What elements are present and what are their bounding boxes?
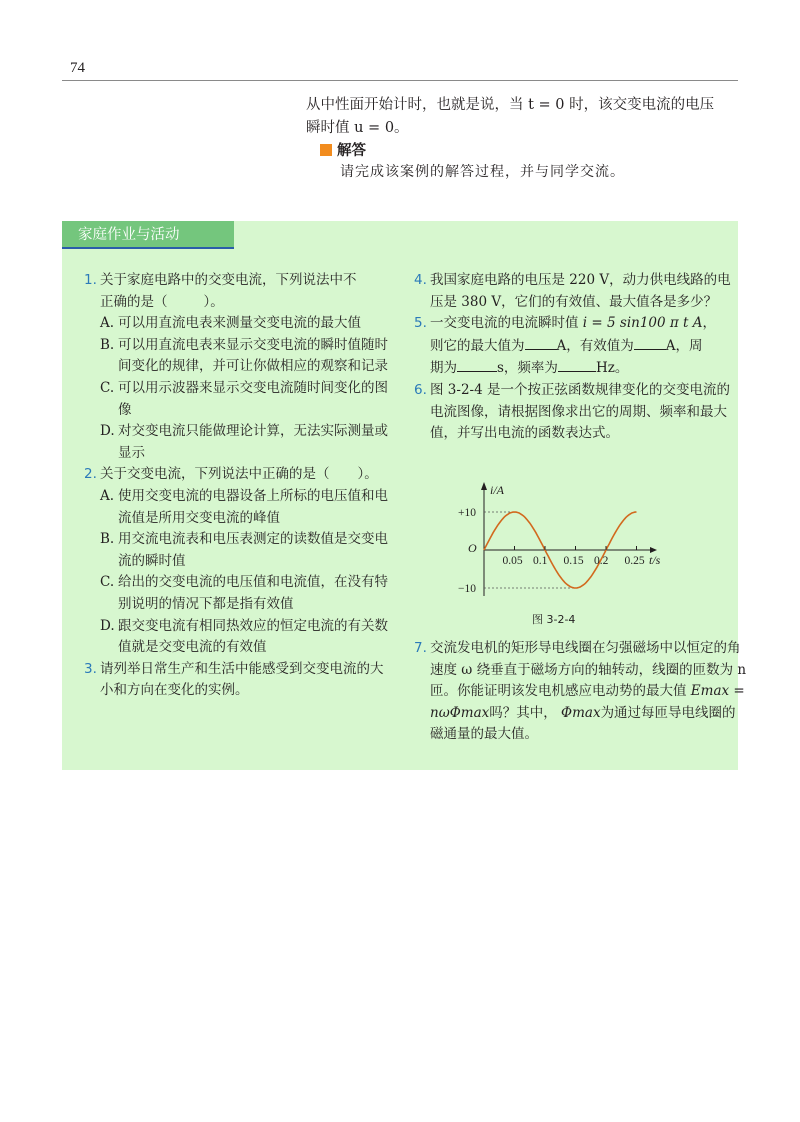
option-label: A. [100, 487, 115, 504]
y-axis-label: i/A [490, 483, 504, 497]
intro-line-2: 瞬时值 u = 0。 [306, 120, 409, 136]
homework-left-column [84, 270, 394, 702]
question-stem: 关于家庭电路中的交变电流，下列说法中不 [100, 272, 357, 288]
question-stem: 我国家庭电路的电压是 220 V，动力供电线路的电压是 380 V，它们的有效值、最大值各是多少？ [430, 272, 731, 310]
homework-right-column [414, 270, 732, 445]
option-text: 跟交变电流有相同热效应的恒定电流的有关数值就是交变电流的有效值 [118, 617, 388, 656]
question-stem: 期为 [430, 360, 457, 377]
question-5 [414, 313, 732, 380]
question-number: 5. [414, 315, 427, 332]
option [100, 421, 394, 464]
question-stem: ）。 [203, 293, 224, 310]
homework-title: 家庭作业与活动 [62, 221, 234, 249]
option-label: A. [100, 315, 115, 332]
origin-label: O [468, 541, 477, 555]
question-number: 4. [414, 272, 427, 288]
option-text: 使用交变电流的电器设备上所标的电压值和电流值是所用交变电流的峰值 [118, 487, 388, 526]
answer-blank[interactable] [634, 335, 666, 350]
question-6 [414, 380, 732, 445]
option-text: 可以用直流电表来显示交变电流的瞬时值随时间变化的规律，并可让你做相应的观察和记录 [118, 336, 388, 375]
x-tick-label: 0.25 [624, 555, 645, 567]
page-number: 74 [70, 60, 85, 76]
option [100, 572, 394, 615]
flux-symbol: Φmax [561, 704, 601, 721]
question-stem: 交流发电机的矩形导电线圈在匀强磁场中以恒定的角速度 ω 绕垂直于磁场方向的轴转动，线圈的匝数为 n 匝。你能证明该发电机感应电动势的最大值 [430, 640, 747, 700]
answer-blank[interactable] [457, 357, 497, 372]
option-label: B. [100, 531, 115, 548]
option [100, 335, 394, 378]
question-stem: A，周 [665, 337, 703, 354]
question-stem: Hz。 [595, 360, 629, 377]
answer-heading [320, 139, 366, 160]
question-stem: A，有效值为 [556, 337, 634, 354]
answer-blank[interactable] [558, 357, 596, 372]
option [100, 529, 394, 572]
answer-text: 请完成该案例的解答过程，并与同学交流。 [340, 164, 625, 180]
question-4 [414, 270, 732, 313]
option-text: 对交变电流只能做理论计算，无法实际测量或显示 [118, 423, 388, 461]
question-stem: 请列举日常生产和生活中能感受到交变电流的大小和方向在变化的实例。 [100, 660, 384, 699]
answer-heading-label: 解答 [337, 143, 366, 159]
question-stem: ， [702, 315, 717, 332]
figure-caption: 图 3-2-4 [532, 613, 576, 626]
y-axis-arrow [481, 482, 487, 490]
question-stem: 则它的最大值为 [430, 337, 525, 354]
question-stem: 一交变电流的电流瞬时值 [430, 315, 579, 332]
option [100, 616, 394, 659]
option [100, 378, 394, 421]
option-label: D. [100, 617, 115, 634]
x-axis-label: t/s [649, 553, 661, 567]
question-stem: 吗？其中， [489, 704, 557, 721]
x-tick-label: 0.05 [502, 555, 523, 567]
option-text: 给出的交变电流的电压值和电流值，在没有特别说明的情况下都是指有效值 [118, 574, 388, 612]
question-number: 1. [84, 272, 97, 288]
sine-current-chart [452, 478, 672, 606]
question-stem: s，频率为 [497, 360, 558, 377]
option-text: 可以用直流电表来测量交变电流的最大值 [118, 315, 361, 332]
option-text: 用交流电流表和电压表测定的读数值是交变电流的瞬时值 [118, 531, 388, 569]
option-label: C. [100, 379, 115, 396]
intro-line-1: 从中性面开始计时，也就是说，当 t = 0 时，该交变电流的电压 [306, 97, 715, 113]
question-stem: 正确的是（ [100, 293, 168, 310]
x-tick-label: 0.15 [563, 555, 584, 567]
question-number: 2. [84, 466, 97, 483]
question-stem: 关于交变电流，下列说法中正确的是（ [100, 466, 330, 483]
question-stem: 为通过每匝导电线圈的磁通量的最大值。 [430, 704, 736, 743]
question-number: 6. [414, 381, 427, 398]
question-stem: ）。 [357, 466, 378, 483]
question-2 [84, 464, 394, 658]
option-label: B. [100, 336, 115, 353]
current-formula: i = 5 sin100 π t A [582, 315, 703, 332]
question-number: 7. [414, 640, 427, 656]
option-label: C. [100, 574, 115, 591]
x-tick-label: 0.1 [533, 555, 548, 567]
question-number: 3. [84, 660, 97, 677]
intro-text [306, 94, 738, 140]
question-stem: 图 3-2-4 是一个按正弦函数规律变化的交变电流的电流图像，请根据图像求出它的周期、频率和最大值，并写出电流的函数表达式。 [430, 381, 730, 442]
question-3 [84, 659, 394, 702]
orange-square-icon [320, 144, 332, 156]
option-label: D. [100, 423, 115, 440]
question-1 [84, 270, 394, 464]
x-tick-label: 0.2 [594, 555, 609, 567]
y-tick-label: −10 [458, 583, 476, 595]
y-tick-label: +10 [458, 507, 476, 519]
question-7 [414, 638, 748, 746]
top-rule [62, 80, 738, 81]
option-text: 可以用示波器来显示交变电流随时间变化的图像 [118, 379, 388, 418]
option [100, 486, 394, 529]
answer-blank[interactable] [525, 335, 557, 350]
emf-formula: Emax = nωΦmax [430, 683, 745, 721]
option [100, 313, 394, 335]
